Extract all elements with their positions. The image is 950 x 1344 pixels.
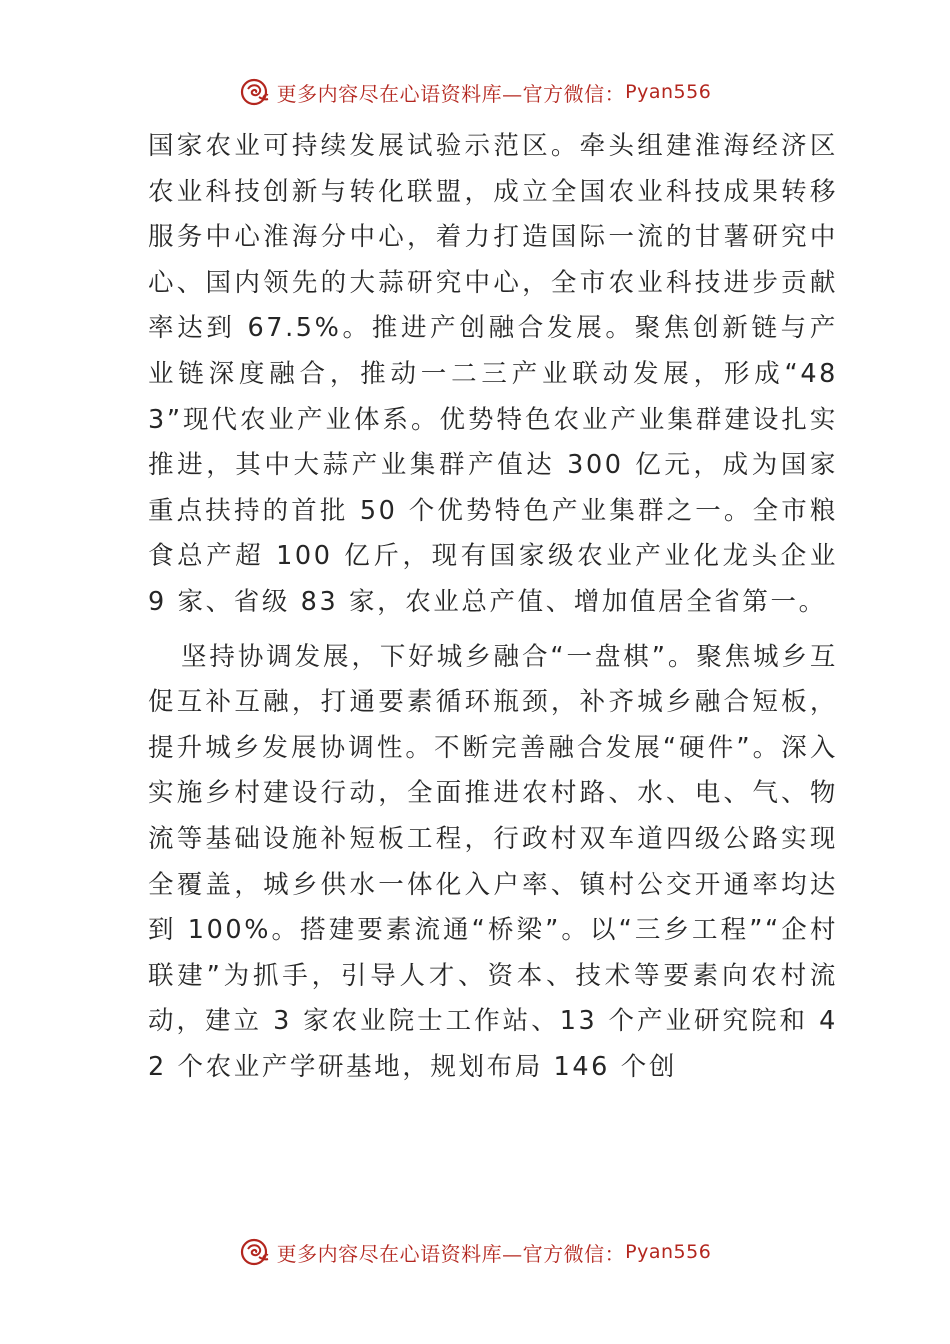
header-banner bbox=[0, 72, 950, 112]
paragraph-2: 坚持协调发展，下好城乡融合“一盘棋”。聚焦城乡互促互补互融，打通要素循环瓶颈，补齐城乡融合短板，提升城乡发展协调性。不断完善融合发展“硬件”。深入实施乡村建设行动，全面推进农村路、水、电、气、物流等基础设施补短板工程，行政村双车道四级公路实现全覆盖，城乡供水一体化入户率、镇村公交开通率均达到 100%。搭建要素流通“桥梁”。以“三乡工程”“企村联建”为抓手，引导人才、资本、技术等要素向农村流动，建立 3 家农业院士工作站、13 个产业研究院和 42 个农业产学研基地，规划布局 146 个创 bbox=[148, 641, 838, 1082]
paragraph-1: 国家农业可持续发展试验示范区。牵头组建淮海经济区农业科技创新与转化联盟，成立全国农业科技成果转移服务中心淮海分中心，着力打造国际一流的甘薯研究中心、国内领先的大蒜研究中心，全市农业科技进步贡献率达到 67.5%。推进产创融合发展。聚焦创新链与产业链深度融合，推动一二三产业联动发展，形成“483”现代农业产业体系。优势特色农业产业集群建设扎实推进，其中大蒜产业集群产值达 300 亿元，成为国家重点扶持的首批 50 个优势特色产业集群之一。全市粮食总产超 100 亿斤，现有国家级农业产业化龙头企业 9 家、省级 83 家，农业总产值、增加值居全省第一。 bbox=[148, 131, 838, 617]
footer-banner-handle: Pyan556 bbox=[625, 1241, 712, 1263]
footer-banner bbox=[0, 1232, 950, 1272]
document-body bbox=[148, 124, 838, 1090]
header-banner-handle: Pyan556 bbox=[625, 81, 712, 103]
rose-logo-icon bbox=[239, 1236, 271, 1268]
rose-logo-icon bbox=[239, 76, 271, 108]
footer-banner-text: 更多内容尽在心语资料库—官方微信： bbox=[276, 1241, 626, 1266]
header-banner-text: 更多内容尽在心语资料库—官方微信： bbox=[276, 81, 626, 106]
